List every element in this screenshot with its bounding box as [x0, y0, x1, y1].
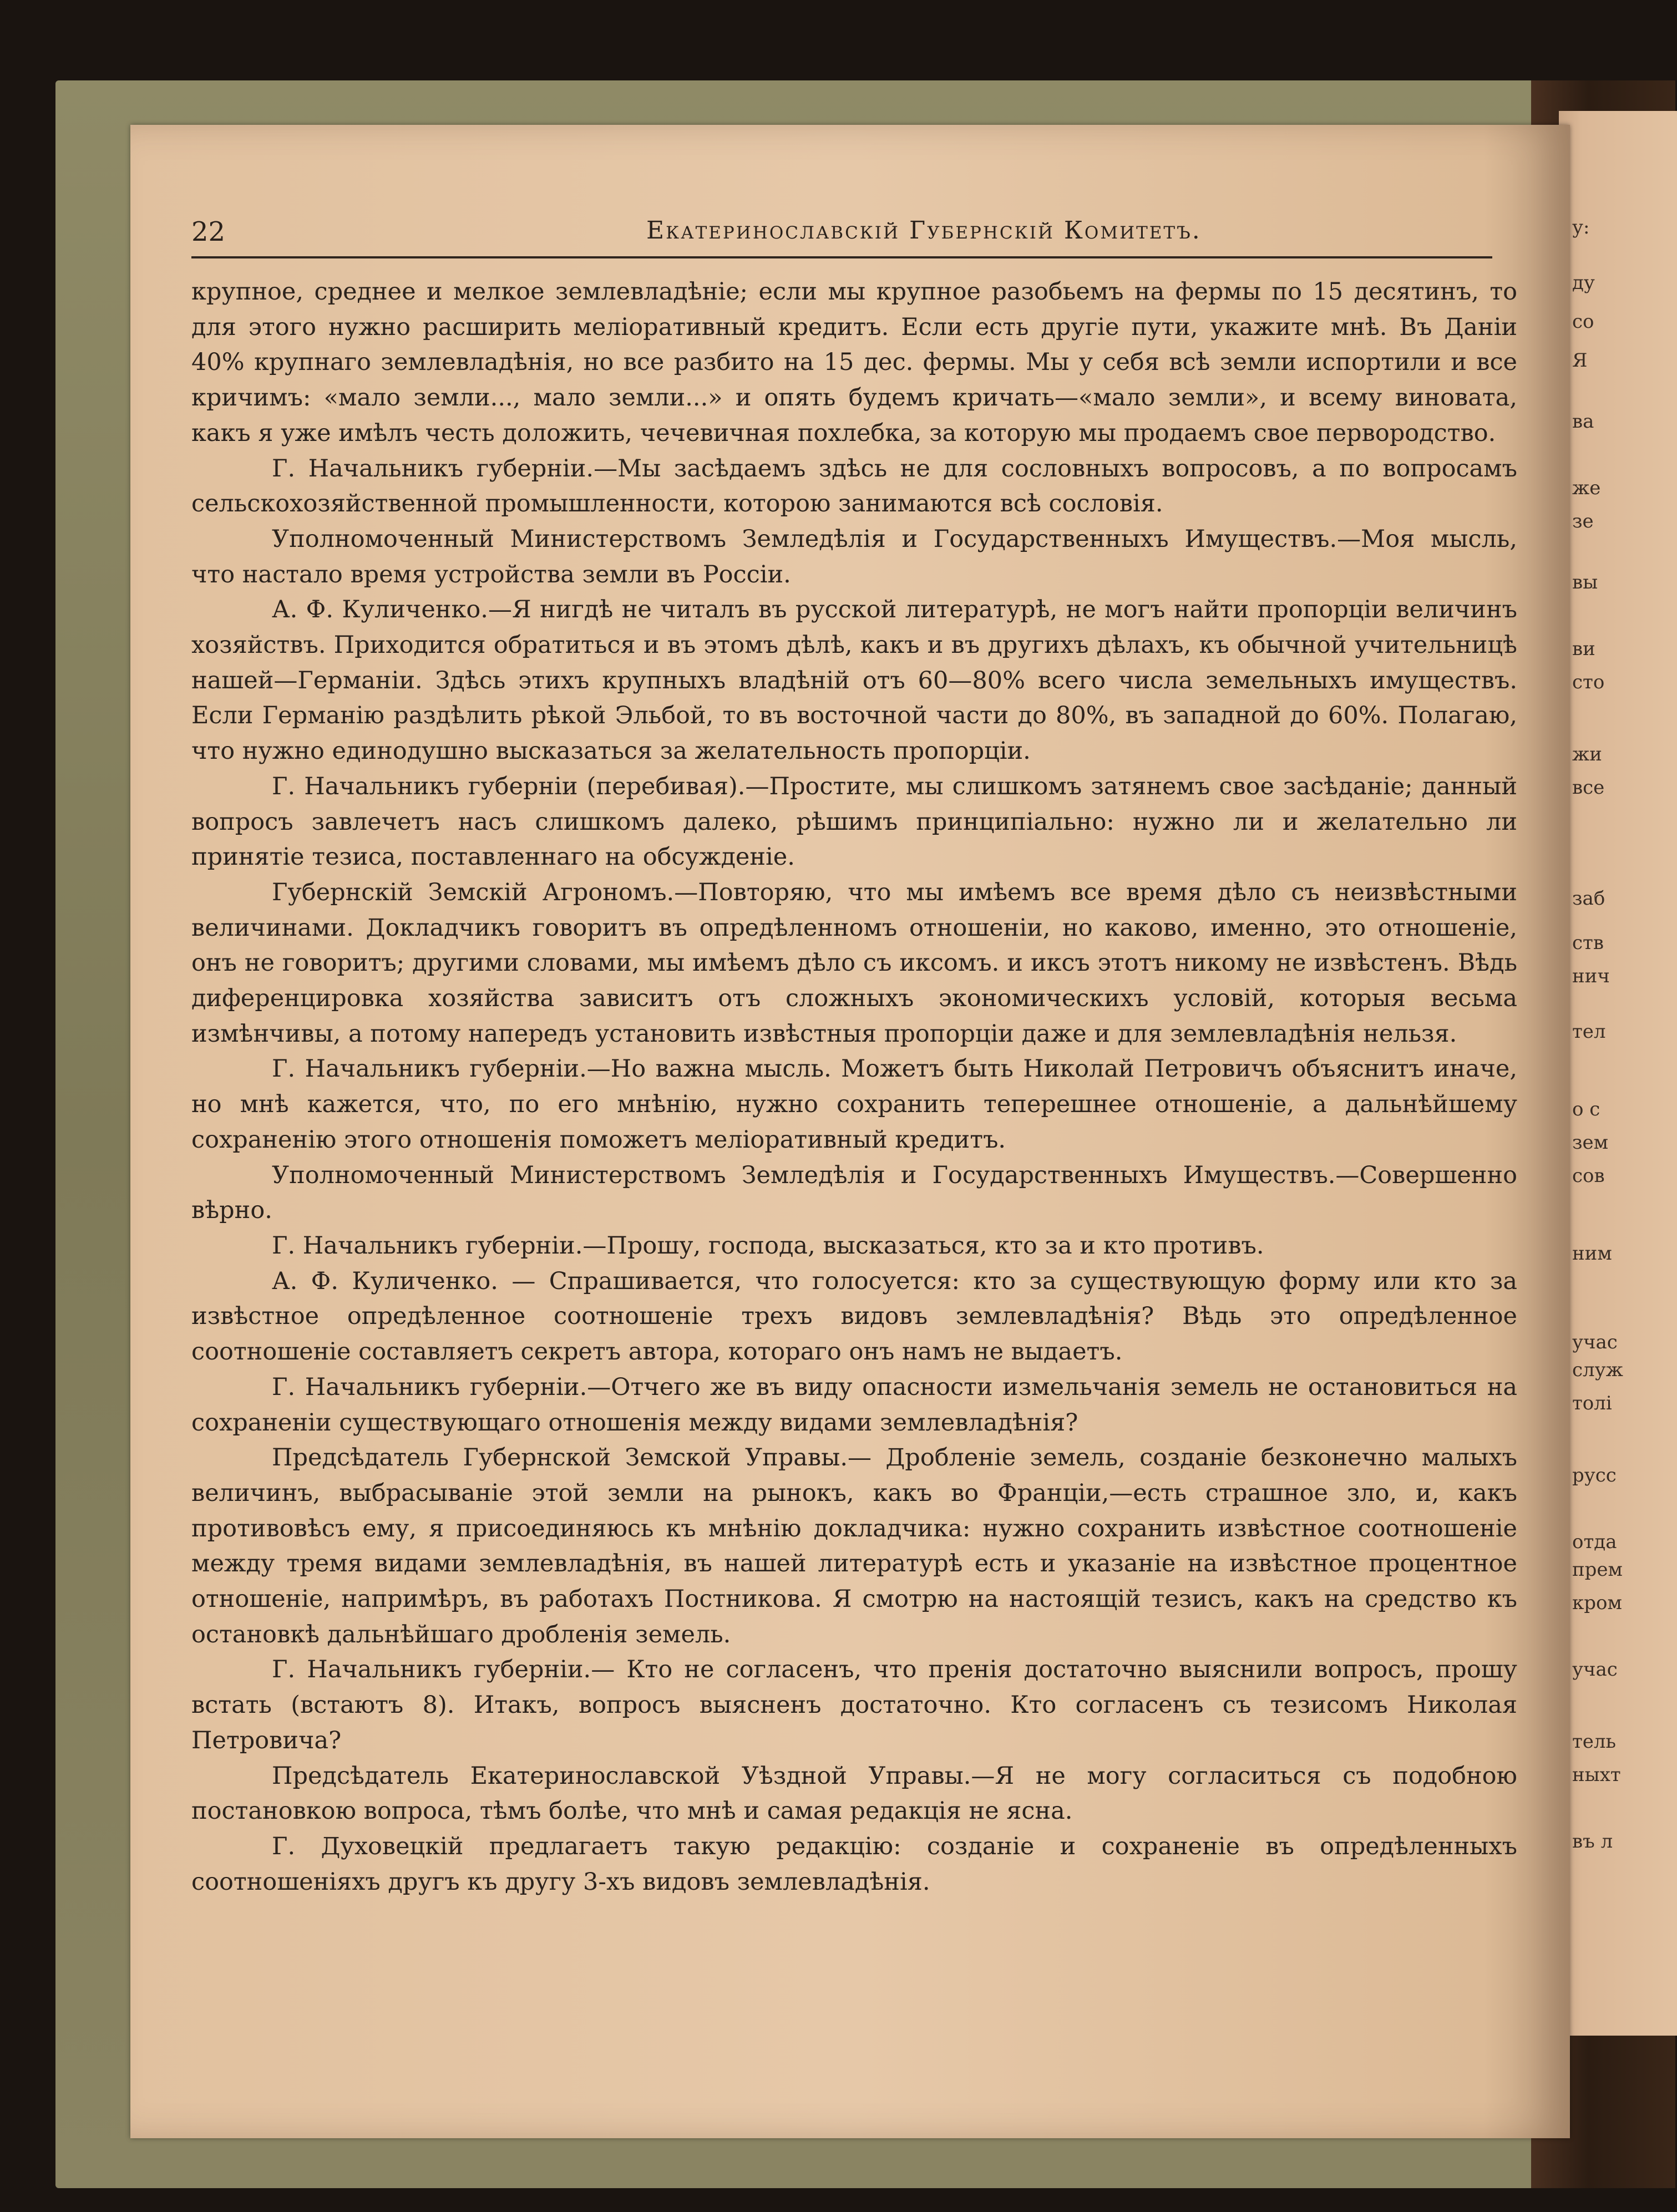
facing-page-fragment: тел [1572, 1021, 1606, 1043]
paragraph: Г. Начальникъ губерніи.— Кто не согласенъ, что пренія достаточно выяснили вопросъ, прошу встать (встаютъ 8). Итакъ, вопросъ выясненъ достаточно. Кто согласенъ съ тезисомъ Николая Петровича? [191, 1656, 1517, 1754]
running-title: Екатеринославскій Губернскій Комитетъ. [646, 216, 1202, 245]
paragraph: Г. Начальникъ губерніи.—Прошу, господа, высказаться, кто за и кто противъ. [272, 1231, 1264, 1260]
facing-page-fragment: тель [1572, 1731, 1617, 1753]
facing-page-fragment: жи [1572, 743, 1602, 765]
facing-page-fragment: отда [1572, 1531, 1617, 1553]
facing-page-fragment: въ л [1572, 1830, 1613, 1853]
facing-page-fragment: Я [1572, 349, 1588, 372]
paragraph: Г. Начальникъ губерніи.—Но важна мысль. Можетъ быть Николай Петровичъ объяснитъ иначе, но мнѣ кажется, что, по его мнѣнію, нужно сохранить теперешнее отношеніе, а дальнѣйшему сохраненію этого отношенія поможетъ меліоративный кредитъ. [191, 1055, 1517, 1154]
facing-page-fragment: служ [1572, 1359, 1623, 1381]
facing-page-fragment: кром [1572, 1592, 1622, 1614]
paragraph: Губернскій Земскій Агрономъ.—Повторяю, что мы имѣемъ все время дѣло съ неизвѣстными величинами. Докладчикъ говоритъ въ опредѣленномъ отношеніи, но каково, именно, это отношеніе, онъ не говоритъ; другими словами, мы имѣемъ дѣло съ иксомъ. и иксъ этотъ никому не извѣстенъ. Вѣдь диференцировка хозяйства зависитъ отъ сложныхъ экономическихъ условій, которыя весьма измѣнчивы, а потому напередъ установить извѣстныя пропорціи даже и для землевладѣнія нельзя. [191, 878, 1517, 1048]
facing-page-fragment: со [1572, 311, 1594, 333]
facing-page-fragment: сто [1572, 671, 1605, 693]
facing-page-fragment: у: [1572, 216, 1590, 239]
header-rule [191, 256, 1492, 258]
paragraph: А. Ф. Куличенко.—Я нигдѣ не читалъ въ русской литературѣ, не могъ найти пропорціи величинъ хозяйствъ. Приходится обратиться и въ этомъ дѣлѣ, какъ и въ другихъ дѣлахъ, къ обычной учительницѣ нашей—Германіи. Здѣсь этихъ крупныхъ владѣній отъ 60—80% всего числа земельныхъ имуществъ. Если Германію раздѣлить рѣкой Эльбой, то въ восточной части до 80%, въ западной до 60%. Полагаю, что нужно единодушно высказаться за желательность пропорціи. [191, 596, 1517, 765]
paragraph: Г. Духовецкій предлагаетъ такую редакцію: созданіе и сохраненіе въ опредѣленныхъ соотношеніяхъ другъ къ другу 3-хъ видовъ землевладѣнія. [191, 1832, 1517, 1896]
facing-page-fragment: нич [1572, 965, 1610, 987]
facing-page-fragment: же [1572, 477, 1601, 499]
facing-page-fragment: учас [1572, 1331, 1618, 1353]
facing-page-fragment: о с [1572, 1098, 1600, 1120]
facing-page-fragment: все [1572, 777, 1605, 799]
facing-page-fragment: прем [1572, 1559, 1623, 1581]
facing-page-fragment: ств [1572, 932, 1604, 954]
paragraph: Предсѣдатель Екатеринославской Уѣздной Управы.—Я не могу согласиться съ подобною постановкою вопроса, тѣмъ болѣе, что мнѣ и самая редакція не ясна. [191, 1762, 1517, 1825]
paragraph: Г. Начальникъ губерніи.—Отчего же въ виду опасности измельчанія земель не остановиться на сохраненіи существующаго отношенія между видами землевладѣнія? [191, 1373, 1517, 1437]
facing-page-fragment: ду [1572, 272, 1595, 294]
page-header [191, 211, 1492, 261]
paragraph: крупное, среднее и мелкое землевладѣніе; если мы крупное разобьемъ на фермы по 15 десятинъ, то для этого нужно расширить меліоративный кредитъ. Если есть другіе пути, укажите мнѣ. Въ Даніи 40% крупнаго землевладѣнія, но все разбито на 15 дес. фермы. Мы у себя всѣ земли испортили и все кричимъ: «мало земли..., мало земли...» и опять будемъ кричать—«мало земли», и всему виновата, какъ я уже имѣлъ честь доложить, чечевичная похлебка, за которую мы продаемъ свое первородство. [191, 278, 1517, 447]
paragraph: Уполномоченный Министерствомъ Земледѣлія и Государственныхъ Имуществъ.—Моя мысль, что настало время устройства земли въ Россіи. [191, 525, 1517, 588]
facing-page-fragment: учас [1572, 1658, 1618, 1681]
facing-page-fragment: ви [1572, 638, 1595, 660]
body-text [191, 275, 1517, 1900]
paragraph: Предсѣдатель Губернской Земской Управы.— Дробленіе земель, созданіе безконечно малыхъ величинъ, выбрасываніе этой земли на рынокъ, какъ во Франціи,—есть страшное зло, и, какъ противовѣсъ ему, я присоединяюсь къ мнѣнію докладчика: нужно сохранить извѣстное соотношеніе между тремя видами землевладѣнія, въ нашей литературѣ есть и указаніе на извѣстное процентное отношеніе, напримѣръ, въ работахъ Постникова. Я смотрю на настоящій тезисъ, какъ на средство къ остановкѣ дальнѣйшаго дробленія земель. [191, 1444, 1517, 1648]
facing-page-fragment: ва [1572, 410, 1594, 433]
facing-page-fragment: толі [1572, 1392, 1612, 1414]
facing-page-fragment: сов [1572, 1165, 1605, 1187]
paragraph: Уполномоченный Министерствомъ Земледѣлія и Государственныхъ Имуществъ.—Совершенно вѣрно. [191, 1161, 1517, 1225]
paragraph: Г. Начальникъ губерніи.—Мы засѣдаемъ здѣсь не для сословныхъ вопросовъ, а по вопросамъ сельскохозяйственной промышленности, которою занимаются всѣ сословія. [191, 454, 1517, 518]
facing-page-fragment: вы [1572, 571, 1598, 593]
facing-page-fragment: зем [1572, 1132, 1609, 1154]
facing-page [1559, 111, 1677, 2036]
facing-page-fragment: русс [1572, 1464, 1617, 1486]
paragraph: Г. Начальникъ губерніи (перебивая).—Простите, мы слишкомъ затянемъ свое засѣданіе; данный вопросъ завлечетъ насъ слишкомъ далеко, рѣшимъ принципіально: нужно ли и желательно ли принятіе тезиса, поставленнаго на обсужденіе. [191, 772, 1517, 871]
facing-page-fragment: ныхт [1572, 1764, 1621, 1786]
page-number: 22 [191, 216, 226, 247]
facing-page-fragment: ним [1572, 1242, 1612, 1265]
paragraph: А. Ф. Куличенко. — Спрашивается, что голосуется: кто за существующую форму или кто за извѣстное опредѣленное соотношеніе трехъ видовъ землевладѣнія? Вѣдь это опредѣленное соотношеніе составляетъ секретъ автора, котораго онъ намъ не выдаетъ. [191, 1267, 1517, 1366]
facing-page-fragment: зе [1572, 510, 1594, 532]
facing-page-fragment: заб [1572, 887, 1605, 910]
